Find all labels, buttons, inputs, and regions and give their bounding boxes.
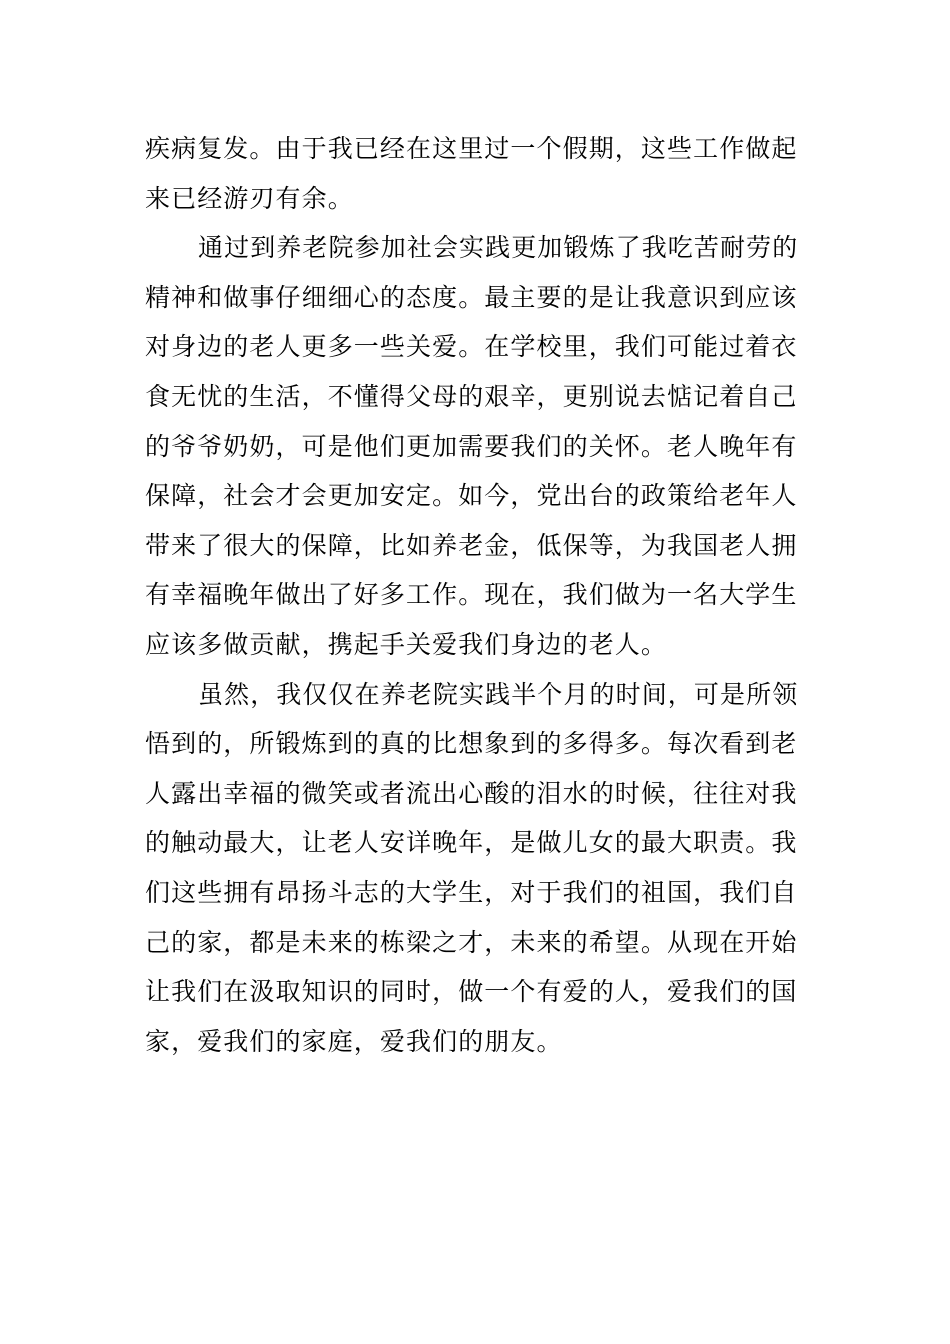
text-line-first: 通过到养老院参加社会实践更加锻炼了我吃苦耐劳的 <box>198 233 799 263</box>
document-body <box>145 124 807 1066</box>
text-line: 们这些拥有昂扬斗志的大学生，对于我们的祖国，我们自 <box>145 877 798 907</box>
text-line: 带来了很大的保障，比如养老金，低保等，为我国老人拥 <box>145 530 798 560</box>
text-line-first: 虽然，我仅仅在养老院实践半个月的时间，可是所领 <box>198 679 799 709</box>
paragraph-1 <box>145 124 807 223</box>
text-line: 精神和做事仔细细心的态度。最主要的是让我意识到应该 <box>145 282 798 312</box>
text-line: 己的家，都是未来的栋梁之才，未来的希望。从现在开始 <box>145 927 798 957</box>
text-line: 的爷爷奶奶，可是他们更加需要我们的关怀。老人晚年有 <box>145 431 798 461</box>
text-line: 有幸福晚年做出了好多工作。现在，我们做为一名大学生 <box>145 580 798 610</box>
text-line: 的触动最大，让老人安详晚年，是做儿女的最大职责。我 <box>145 828 798 858</box>
text-line: 人露出幸福的微笑或者流出心酸的泪水的时候，往往对我 <box>145 778 798 808</box>
text-line: 保障，社会才会更加安定。如今，党出台的政策给老年人 <box>145 481 798 511</box>
text-line: 来已经游刃有余。 <box>145 183 354 213</box>
text-line: 应该多做贡献，携起手关爱我们身边的老人。 <box>145 629 668 659</box>
text-line: 悟到的，所锻炼到的真的比想象到的多得多。每次看到老 <box>145 729 798 759</box>
paragraph-2 <box>145 223 807 669</box>
text-line: 疾病复发。由于我已经在这里过一个假期，这些工作做起 <box>145 134 798 163</box>
paragraph-3 <box>145 670 807 1067</box>
text-line: 对身边的老人更多一些关爱。在学校里，我们可能过着衣 <box>145 332 798 362</box>
text-line: 让我们在汲取知识的同时，做一个有爱的人，爱我们的国 <box>145 977 798 1007</box>
text-line: 家，爱我们的家庭，爱我们的朋友。 <box>145 1026 563 1056</box>
text-line: 食无忧的生活，不懂得父母的艰辛，更别说去惦记着自己 <box>145 381 798 411</box>
